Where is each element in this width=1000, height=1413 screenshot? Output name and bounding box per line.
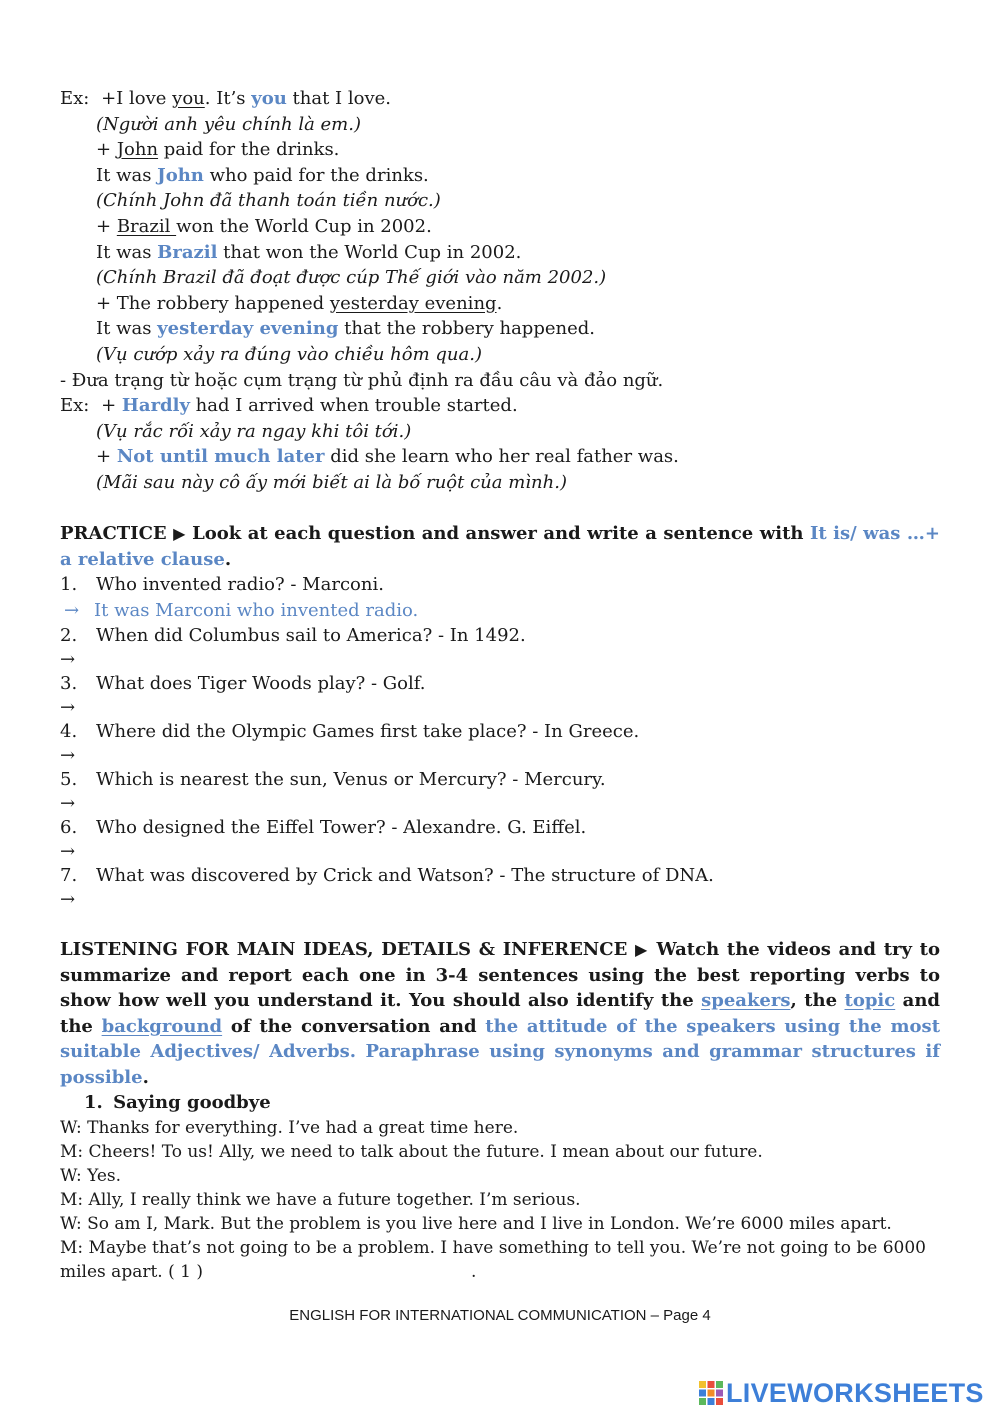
translation-line: (Chính John đã thanh toán tiền nước.) [96,190,441,212]
list-item: 6. Who designed the Eiffel Tower? - Alexandre. G. Eiffel. [60,817,587,839]
practice-heading: PRACTICE ▶ Look at each question and answer and write a sentence with It is/ was …+ a relative clause. [60,523,940,570]
dialogue-title: 1. Saying goodbye [84,1092,271,1113]
dialogue-block [0,1090,1000,1284]
dialogue-line: M: Cheers! To us! Ally, we need to talk about the future. I mean about our future. [60,1142,763,1162]
list-item: 2. When did Columbus sail to America? - In 1492. [60,625,526,647]
liveworksheets-icon [698,1380,724,1406]
example-line: It was yesterday evening that the robbery happened. [96,318,595,340]
triangle-icon: ▶ [635,940,649,959]
answer-line[interactable] [0,791,1000,815]
answer-line[interactable] [0,887,1000,911]
answer-line[interactable] [0,743,1000,767]
translation-line: (Mãi sau này cô ấy mới biết ai là bố ruột của mình.) [96,471,567,493]
examples-block [0,86,1000,496]
arrow-icon: → [60,793,76,815]
answer-line[interactable] [0,839,1000,863]
list-item: 5. Which is nearest the sun, Venus or Mercury? - Mercury. [60,769,606,791]
list-item: 3. What does Tiger Woods play? - Golf. [60,673,426,695]
arrow-icon: → [60,745,76,767]
answer-line[interactable] [0,598,1000,624]
dialogue-line: M: Maybe that’s not going to be a problem. I have something to tell you. We’re not going to be 6000 [60,1238,926,1258]
arrow-icon: → [60,697,76,719]
dialogue-line: W: Yes. [60,1166,122,1186]
example-line: Ex: + Hardly had I arrived when trouble started. [60,395,518,417]
example-line: + The robbery happened yesterday evening. [96,292,503,314]
triangle-icon: ▶ [173,524,186,543]
topic-link[interactable]: topic [844,990,896,1012]
dialogue-line: M: Ally, I really think we have a future together. I’m serious. [60,1190,581,1210]
answer-line[interactable] [0,647,1000,671]
example-line: + Not until much later did she learn who her real father was. [96,446,679,468]
speakers-link[interactable]: speakers [701,990,791,1012]
list-item: 1. Who invented radio? - Marconi. [60,574,384,595]
translation-line: (Chính Brazil đã đoạt được cúp Thế giới vào năm 2002.) [96,267,607,289]
answer-text: It was Marconi who invented radio. [94,599,419,621]
liveworksheets-logo [698,1378,984,1408]
example-line: + Brazil won the World Cup in 2002. [96,215,432,237]
example-line: + John paid for the drinks. [96,139,340,161]
dialogue-line: miles apart. ( 1 ) . [60,1262,477,1282]
practice-list [0,572,1000,911]
translation-line: (Người anh yêu chính là em.) [96,113,361,135]
arrow-icon: → [60,649,76,671]
listening-heading: LISTENING FOR MAIN IDEAS, DETAILS & INFERENCE ▶ Watch the videos and try to summarize and report each one in 3-4 sentences using the best reporting verbs to show how well you understand it. You should also identify the speakers, the topic and the background of the conversation and the attitude of the speakers using the most suitable Adjectives/ Adverbs. Paraphrase using synonyms and grammar structures if possible. [60,939,941,1088]
dialogue-line: W: So am I, Mark. But the problem is you live here and I live in London. We’re 6000 miles apart. [60,1214,892,1234]
arrow-icon: → [64,599,80,621]
answer-line[interactable] [0,695,1000,719]
example-line: It was Brazil that won the World Cup in 2002. [96,241,522,263]
example-line: It was John who paid for the drinks. [96,164,429,186]
page-footer: ENGLISH FOR INTERNATIONAL COMMUNICATION – Page 4 [289,1307,711,1324]
arrow-icon: → [60,889,76,911]
logo-text: LIVEWORKSHEETS [726,1377,984,1408]
background-link[interactable]: background [101,1015,223,1037]
example-line: Ex: +I love you. It’s you that I love. [60,88,392,109]
rule-line: - Đưa trạng từ hoặc cụm trạng từ phủ định ra đầu câu và đảo ngữ. [60,369,664,391]
translation-line: (Vụ cướp xảy ra đúng vào chiều hôm qua.) [96,343,482,365]
dialogue-line: W: Thanks for everything. I’ve had a great time here. [60,1118,519,1138]
arrow-icon: → [60,841,76,863]
translation-line: (Vụ rắc rối xảy ra ngay khi tôi tới.) [96,420,412,442]
list-item: 4. Where did the Olympic Games first take place? - In Greece. [60,721,640,743]
list-item: 7. What was discovered by Crick and Watson? - The structure of DNA. [60,865,714,887]
